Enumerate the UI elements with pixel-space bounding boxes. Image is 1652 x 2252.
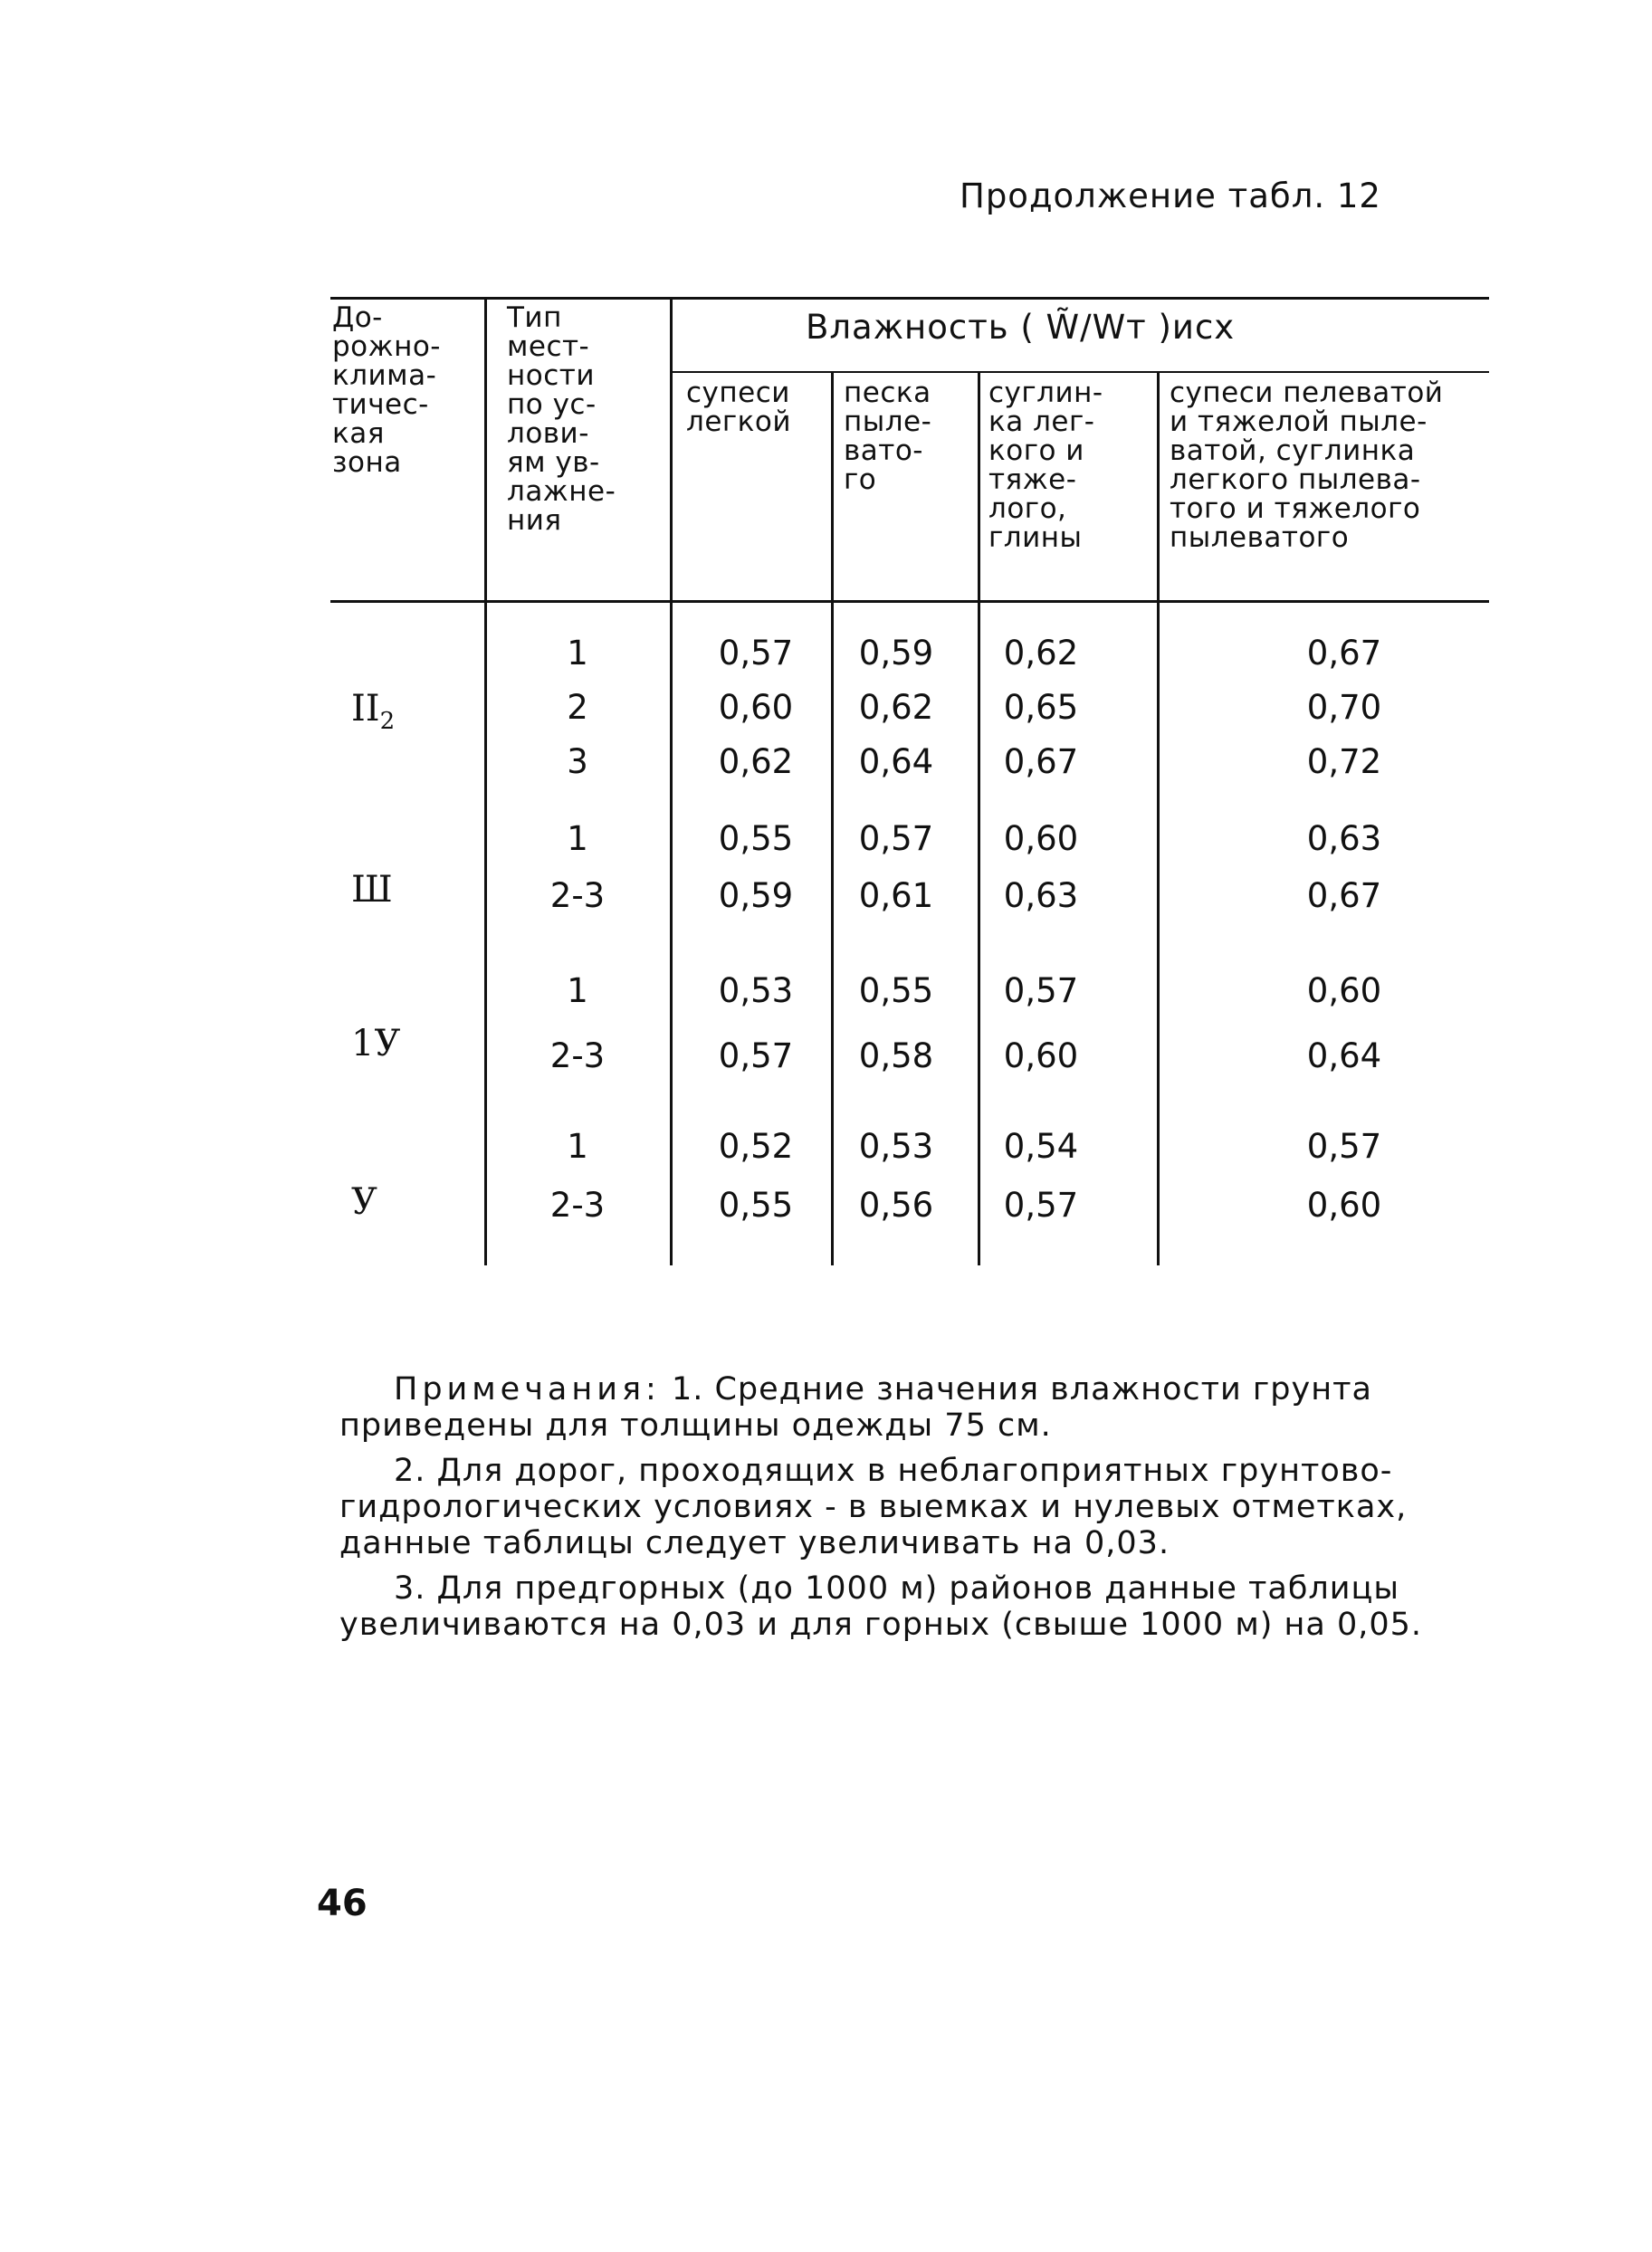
zone-label: У — [351, 1181, 377, 1223]
humidity-value-cell: 0,57 — [718, 1036, 794, 1075]
note-2: 2. Для дорог, проходящих в неблагоприятных грунтово-гидрологических условиях - в выемках и нулевых отметках, данные таблицы следует увеличивать на 0,03. — [339, 1453, 1408, 1561]
humidity-value-cell: 0,62 — [718, 742, 794, 781]
humidity-value-cell: 0,70 — [1306, 688, 1382, 727]
humidity-value-cell: 0,53 — [718, 971, 794, 1010]
humidity-value-cell: 0,60 — [718, 688, 794, 727]
terrain-type-cell: 1 — [567, 1127, 588, 1166]
terrain-type-cell: 1 — [567, 971, 588, 1010]
humidity-value-cell: 0,52 — [718, 1127, 794, 1166]
notes-lead: Примечания: — [394, 1371, 661, 1408]
humidity-header: Влажность ( W̃/Wт )исх — [806, 308, 1236, 347]
humidity-value-cell: 0,67 — [1306, 876, 1382, 915]
humidity-value-cell: 0,55 — [858, 971, 934, 1010]
humidity-value-cell: 0,55 — [718, 819, 794, 858]
humidity-value-cell: 0,62 — [858, 688, 934, 727]
header-bottom-rule — [330, 600, 1489, 603]
column-divider-5 — [1157, 371, 1160, 1265]
humidity-value-cell: 0,57 — [1003, 1186, 1079, 1225]
humidity-value-cell: 0,57 — [1306, 1127, 1382, 1166]
column-divider-3 — [831, 371, 834, 1265]
humidity-value-cell: 0,56 — [858, 1186, 934, 1225]
humidity-value-cell: 0,72 — [1306, 742, 1382, 781]
table-top-rule — [330, 297, 1489, 300]
humidity-value-cell: 0,59 — [718, 876, 794, 915]
continuation-caption: Продолжение табл. 12 — [960, 177, 1381, 215]
humidity-value-cell: 0,57 — [718, 634, 794, 673]
note-3: 3. Для предгорных (до 1000 м) районов данные таблицы увеличиваются на 0,03 и для горных (свыше 1000 м) на 0,05. — [339, 1570, 1423, 1643]
soil-subheader-3: суглин- ка лег- кого и тяже- лого, глины — [988, 377, 1103, 554]
terrain-type-cell: 3 — [567, 742, 588, 781]
zone-column-header: До- рожно- клима- тичес- кая зона — [332, 301, 441, 479]
soil-subheader-1: супеси легкой — [686, 377, 792, 438]
terrain-type-cell: 1 — [567, 819, 588, 858]
humidity-value-cell: 0,67 — [1003, 742, 1079, 781]
humidity-value-cell: 0,61 — [858, 876, 934, 915]
humidity-value-cell: 0,53 — [858, 1127, 934, 1166]
terrain-type-cell: 2-3 — [549, 876, 606, 915]
note-1-text: 1. Средние значения влажности грунта приведены для толщины одежды 75 см. — [339, 1371, 1372, 1444]
terrain-type-cell: 2-3 — [549, 1186, 606, 1225]
humidity-value-cell: 0,60 — [1003, 819, 1079, 858]
humidity-value-cell: 0,57 — [858, 819, 934, 858]
humidity-value-cell: 0,64 — [1306, 1036, 1382, 1075]
humidity-value-cell: 0,55 — [718, 1186, 794, 1225]
humidity-value-cell: 0,60 — [1306, 1186, 1382, 1225]
soil-subheader-4: супеси пелеватой и тяжелой пыле- ватой, суглинка легкого пылева- того и тяжелого пылеватого — [1170, 377, 1444, 554]
humidity-value-cell: 0,67 — [1306, 634, 1382, 673]
humidity-value-cell: 0,60 — [1003, 1036, 1079, 1075]
humidity-value-cell: 0,57 — [1003, 971, 1079, 1010]
terrain-type-column-header: Тип мест- ности по ус- лови- ям ув- лажне- ния — [507, 301, 616, 537]
terrain-type-cell: 1 — [567, 634, 588, 673]
terrain-type-cell: 2 — [567, 688, 588, 727]
humidity-value-cell: 0,63 — [1306, 819, 1382, 858]
zone-subscript: 2 — [379, 708, 396, 735]
humidity-value-cell: 0,64 — [858, 742, 934, 781]
humidity-value-cell: 0,54 — [1003, 1127, 1079, 1166]
column-divider-1 — [484, 297, 487, 1265]
note-1 — [339, 1371, 1489, 1444]
humidity-value-cell: 0,65 — [1003, 688, 1079, 727]
column-divider-4 — [978, 371, 980, 1265]
humidity-value-cell: 0,60 — [1306, 971, 1382, 1010]
humidity-value-cell: 0,62 — [1003, 634, 1079, 673]
humidity-value-cell: 0,59 — [858, 634, 934, 673]
column-divider-2 — [670, 297, 673, 1265]
soil-subheader-2: песка пыле- вато- го — [844, 377, 932, 496]
terrain-type-cell: 2-3 — [549, 1036, 606, 1075]
zone-label: $II_2$ — [351, 688, 396, 735]
humidity-header-rule — [670, 371, 1489, 373]
humidity-value-cell: 0,63 — [1003, 876, 1079, 915]
humidity-value-cell: 0,58 — [858, 1036, 934, 1075]
zone-label: 1У — [351, 1023, 401, 1064]
page-number: 46 — [317, 1883, 368, 1924]
zone-label: Ш — [351, 869, 393, 911]
